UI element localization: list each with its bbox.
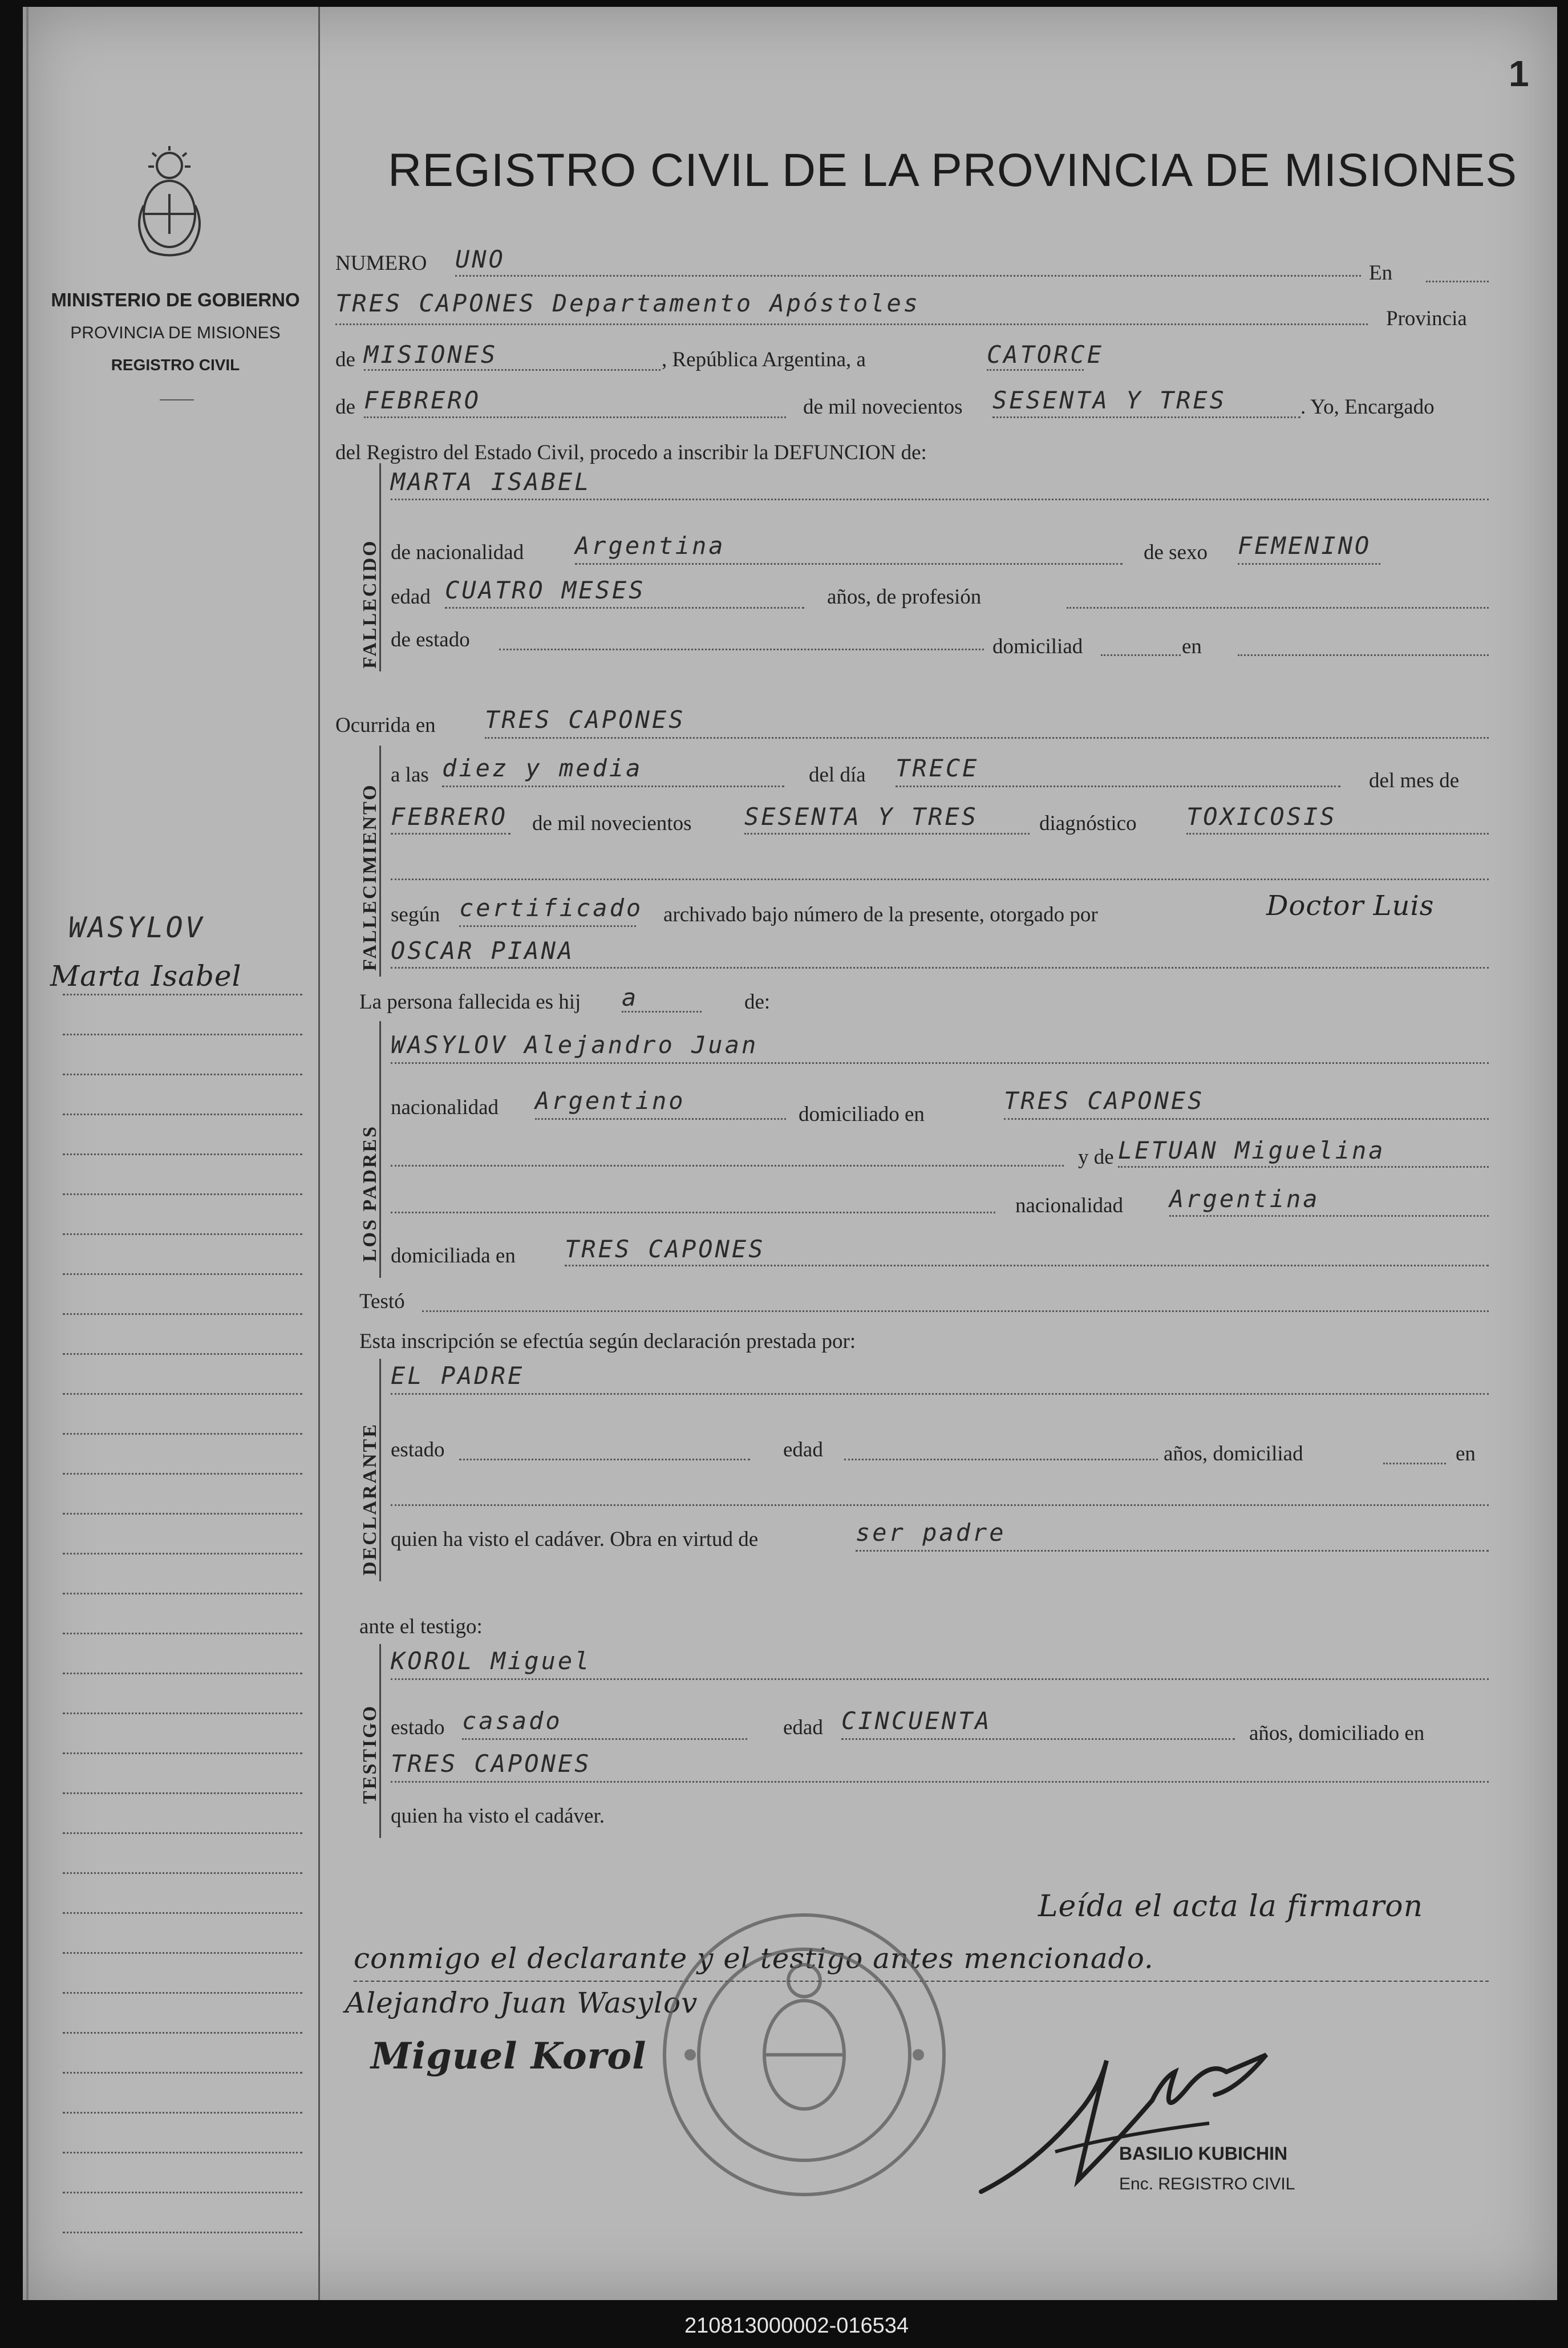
anio-value: SESENTA Y TRES: [744, 803, 979, 831]
province-value: MISIONES: [364, 341, 498, 369]
sexo-label: de sexo: [1144, 541, 1208, 564]
sexo-value: FEMENINO: [1238, 532, 1372, 560]
testigo-estado-label: estado: [391, 1716, 445, 1739]
document-page: [23, 7, 1557, 2300]
diagnostico-value: TOXICOSIS: [1186, 803, 1337, 831]
testigo-edad-line: [841, 1738, 1235, 1740]
edad-line: [445, 607, 804, 609]
declarante-visto-label: quien ha visto el cadáver. Obra en virtud de: [391, 1528, 759, 1551]
profesion-line: [1067, 607, 1489, 609]
left-edge: [26, 7, 29, 2300]
de2-label: de: [335, 395, 355, 419]
hijo-label: La persona fallecida es hij: [359, 990, 581, 1014]
margin-note-name: Marta Isabel: [50, 960, 242, 993]
de-colon-label: de:: [744, 990, 771, 1014]
fallecimiento-blank-line: [391, 879, 1489, 880]
dia-line: [896, 786, 1340, 787]
declarante-estado-line: [459, 1459, 750, 1460]
mes-label: del mes de: [1369, 769, 1460, 792]
month-line: [364, 416, 786, 418]
ocurrida-line: [485, 737, 1489, 739]
margin-note-surname: WASYLOV: [68, 911, 205, 944]
day-value: CATORCE: [987, 341, 1104, 369]
testigo-edad-value: CINCUENTA: [841, 1707, 992, 1735]
closing-line-2: conmigo el declarante y el testigo antes mencionado.: [354, 1942, 1154, 1975]
numero-value: UNO: [455, 245, 505, 273]
coat-of-arms-emblem: [127, 143, 212, 265]
ministry-province: PROVINCIA DE MISIONES: [70, 323, 281, 342]
numero-label: NUMERO: [335, 252, 427, 275]
domicilio-madre-value: TRES CAPONES: [565, 1235, 765, 1263]
testigo-edad-label: edad: [783, 1716, 823, 1739]
domicilio-madre-line: [565, 1265, 1489, 1266]
official-name: BASILIO KUBICHIN: [1119, 2143, 1288, 2164]
year-value: SESENTA Y TRES: [992, 386, 1227, 414]
testigo-name: KOROL Miguel: [391, 1647, 591, 1675]
ministry-heading: MINISTERIO DE GOBIERNO: [51, 289, 300, 310]
footer-id: 210813000002-016534: [684, 2314, 909, 2338]
edad-label: edad: [391, 585, 431, 609]
de-label: de: [335, 348, 355, 371]
domicilio-padre-value: TRES CAPONES: [1004, 1087, 1205, 1115]
a-las-label: a las: [391, 763, 429, 787]
testigo-estado-value: casado: [462, 1707, 562, 1735]
declarante-blank-line: [391, 1504, 1489, 1506]
nacionalidad-line: [575, 563, 1123, 565]
mil-label: de mil novecientos: [803, 395, 963, 419]
domiciliad-line: [1101, 654, 1181, 656]
padres-label: LOS PADRES: [359, 1124, 380, 1262]
padres-blank-line: [391, 1165, 1064, 1167]
diagnostico-line: [1186, 833, 1489, 835]
testigo-anos-label: años, domiciliado en: [1249, 1722, 1425, 1745]
nacionalidad-madre-label: nacionalidad: [1015, 1194, 1124, 1217]
testigo-label: TESTIGO: [359, 1704, 380, 1804]
domiciliad-label: domiciliad: [992, 635, 1083, 658]
year-line: [992, 416, 1300, 418]
en2-label: en: [1182, 635, 1202, 658]
official-title: Enc. REGISTRO CIVIL: [1119, 2175, 1295, 2193]
anos-profesion-label: años, de profesión: [827, 585, 982, 609]
segun-value: certificado: [459, 894, 643, 922]
testo-line: [422, 1310, 1489, 1312]
edad-value: CUATRO MESES: [445, 576, 646, 604]
testigo-name-line: [391, 1678, 1489, 1680]
signature-declarante: Alejandro Juan Wasylov: [345, 1986, 698, 2019]
otorgado-line: [391, 967, 1489, 969]
declarante-visto-line: [856, 1550, 1489, 1552]
en-line: [1426, 281, 1489, 282]
official-round-seal: [656, 1901, 953, 2212]
mes-line: [391, 833, 510, 835]
declarante-estado-label: estado: [391, 1438, 445, 1462]
province-line: [364, 369, 661, 371]
madre-line: [1118, 1166, 1489, 1168]
en2-line: [1238, 654, 1489, 656]
ministry-registry: REGISTRO CIVIL: [111, 356, 240, 374]
nacionalidad-madre-value: Argentina: [1169, 1185, 1320, 1213]
domicilio-padre-line: [1004, 1118, 1489, 1120]
declarante-anos-label: años, domiciliad: [1164, 1442, 1303, 1466]
testigo-estado-line: [462, 1738, 747, 1740]
ministry-underline: [160, 399, 194, 400]
nacionalidad-padre-line: [535, 1118, 786, 1120]
signature-testigo: Miguel Korol: [371, 2035, 647, 2078]
nacionalidad-padre-label: nacionalidad: [391, 1096, 499, 1119]
domiciliado-label: domiciliado en: [799, 1103, 925, 1126]
estado-line: [499, 649, 984, 650]
declarante-visto-value: ser padre: [856, 1519, 1006, 1547]
margin-divider: [318, 7, 320, 2300]
madre-blank-line: [391, 1212, 995, 1213]
hora-value: diez y media: [442, 754, 643, 782]
nacionalidad-madre-line: [1169, 1215, 1489, 1217]
testigo-domicilio-value: TRES CAPONES: [391, 1750, 591, 1778]
ante-text: ante el testigo:: [359, 1615, 483, 1638]
declarante-label: DECLARANTE: [359, 1422, 380, 1576]
registro-text: del Registro del Estado Civil, procedo a inscribir la DEFUNCION de:: [335, 441, 927, 464]
declarante-en-label: en: [1456, 1442, 1476, 1466]
place-value: TRES CAPONES Departamento Apóstoles: [335, 289, 921, 317]
fallecido-label: FALLECIDO: [359, 539, 380, 669]
padre-line: [391, 1062, 1489, 1064]
mes-value: FEBRERO: [391, 803, 508, 831]
otorgado-value2: OSCAR PIANA: [391, 937, 575, 965]
madre-value: LETUAN Miguelina: [1118, 1136, 1385, 1164]
nacionalidad-value: Argentina: [575, 532, 726, 560]
yo-label: . Yo, Encargado: [1300, 395, 1435, 419]
hora-line: [442, 786, 784, 787]
place-line: [335, 323, 1368, 325]
fallecido-name: MARTA ISABEL: [391, 468, 591, 496]
y-de-label: y de: [1078, 1145, 1114, 1169]
segun-label: según: [391, 903, 440, 926]
nacionalidad-label: de nacionalidad: [391, 541, 524, 564]
ocurrida-label: Ocurrida en: [335, 714, 436, 737]
page-number: 1: [1509, 53, 1529, 94]
fallecimiento-label: FALLECIMIENTO: [359, 783, 380, 971]
declarante-name-line: [391, 1393, 1489, 1395]
declarante-name: EL PADRE: [391, 1362, 525, 1390]
declarante-edad-line: [844, 1459, 1158, 1460]
numero-line: [455, 275, 1361, 277]
nacionalidad-padre-value: Argentino: [535, 1087, 686, 1115]
otorgado-value: Doctor Luis: [1266, 890, 1435, 922]
republica-label: , República Argentina, a: [662, 348, 866, 371]
month-value: FEBRERO: [364, 386, 481, 414]
testigo-domicilio-line: [391, 1781, 1489, 1783]
page-title: REGISTRO CIVIL DE LA PROVINCIA DE MISIONES: [388, 144, 1518, 196]
day-line: [987, 369, 1084, 371]
fallecido-name-line: [391, 499, 1489, 500]
dia-value: TRECE: [896, 754, 979, 782]
archivado-label: archivado bajo número de la presente, otorgado por: [663, 903, 1098, 926]
dia-label: del día: [809, 763, 866, 787]
declarante-dom-line: [1383, 1463, 1446, 1464]
hijo-line: [622, 1011, 702, 1013]
mil2-label: de mil novecientos: [532, 812, 692, 835]
sexo-line: [1238, 563, 1380, 565]
estado-label: de estado: [391, 628, 470, 651]
segun-line: [459, 925, 636, 927]
ocurrida-value: TRES CAPONES: [485, 706, 686, 734]
inscripcion-text: Esta inscripción se efectúa según declaración prestada por:: [359, 1330, 856, 1353]
testigo-visto-label: quien ha visto el cadáver.: [391, 1804, 605, 1828]
diagnostico-label: diagnóstico: [1039, 812, 1137, 835]
declarante-edad-label: edad: [783, 1438, 823, 1462]
closing-line-1: Leída el acta la firmaron: [1038, 1889, 1424, 1924]
en-label: En: [1369, 261, 1393, 285]
provincia-label: Provincia: [1386, 307, 1467, 330]
hijo-value: a: [622, 983, 639, 1011]
domiciliada-label: domiciliada en: [391, 1244, 516, 1268]
testo-label: Testó: [359, 1290, 405, 1313]
padre-value: WASYLOV Alejandro Juan: [391, 1031, 759, 1059]
anio-line: [744, 833, 1030, 835]
